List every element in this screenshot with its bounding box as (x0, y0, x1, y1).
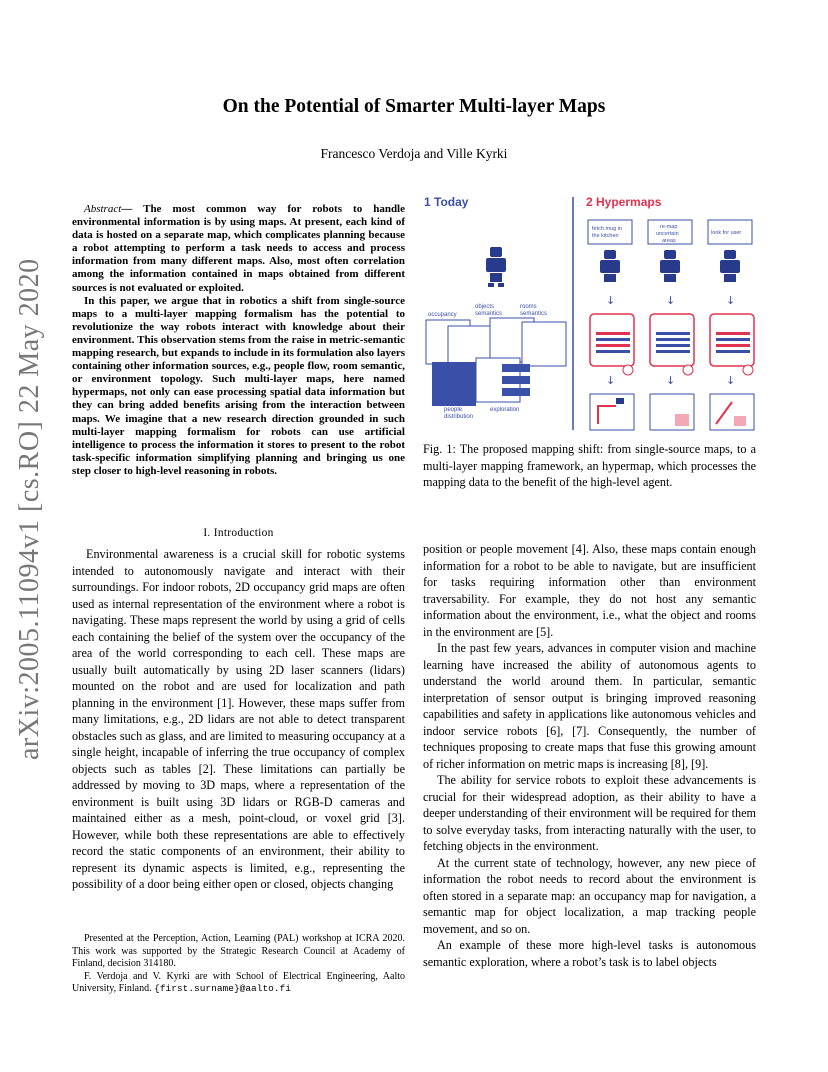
figure-caption: Fig. 1: The proposed mapping shift: from single-source maps, to a multi-layer mapping framework, an hypermap, which processes the mapping data to the benefit of the high-level agent. (423, 442, 756, 489)
robot-icon (486, 247, 506, 287)
svg-text:↓: ↓ (726, 294, 736, 307)
layer-label: objects (475, 304, 495, 310)
intro-paragraph: Environmental awareness is a crucial skill for robotic systems intended to autonomously navigate and interact with their surroundings. For indoor robots, 2D occupancy grid maps are often used as internal representation of the environment where a robot is navigating. These maps represent the world by using a grid of cells each containing the belief of the system over the occupancy of the area of the world corresponding to each cell. These maps are usually built automatically by using 2D laser scanners (lidars) mounted on the robot and are used for localization and path planning in the environment [1]. However, these maps suffer from many limitations, e.g., 2D lidars are not able to detect transparent obstacles such as glass, and are limited to measuring occupancy at a single height, incapable of inferring the true occupancy of complex objects such as tables [2]. These limitations can partially be addressed by moving to 3D maps, where a representation of the environment is built using 3D lidars or RGB-D cameras and maintained either as a mesh, point-cloud, or voxel grid [3]. However, while both these representations are able to effectively record the static components of an environment, their ability to represent its dynamic aspects is limited, e.g., representing the possibility of a door being either open or closed, objects changing (72, 547, 405, 891)
svg-text:↓: ↓ (606, 374, 616, 387)
abstract-p1: — The most common way for robots to handle environmental information is by using maps. At present, each kind of data is hosted on a separate map, which complicates planning because a robot attempting to perform a task needs to access and process information from many different maps. Also, most often correlation among the information contained in maps obtained from different sources is not evaluated or exploited. (72, 203, 405, 294)
svg-text:↓: ↓ (666, 294, 676, 307)
intro-paragraph: The ability for service robots to exploit these advancements is crucial for their widespread adoption, as their ability to have a deeper understanding of their environment will be required for them to solve everyday tasks, from interacting naturally with the user, to fetching objects in the environment. (423, 773, 756, 853)
output-maps (590, 394, 754, 430)
hypermap-stacks (590, 314, 754, 375)
abstract-p2: In this paper, we argue that in robotics a shift from single-source maps to a multi-layer mapping formalism has the potential to revolutionize the way robots interact with knowledge about their environment. This observation stems from the raise in metric-semantic mapping research, but expands to include in its formulation also layers containing other information sources, e.g., people flow, room semantic, or environment topology. Such multi-layer maps, here named hypermaps, not only can ease processing spatial data information but they can bring added benefits arising from the interaction between maps. We imagine that a new research direction grounded in such multi-layer mapping formalism for robots can use artificial intelligence to process the information it stores to present to the robot task-specific information simplifying planning and bringing us one step closer to high-level reasoning in robots. (72, 294, 405, 477)
today-layers (426, 304, 566, 420)
robot-icons (600, 250, 740, 282)
footnote (72, 933, 405, 996)
intro-paragraph: position or people movement [4]. Also, these maps contain enough information for a robot to be able to navigate, but are insufficient for tasks requiring information other than environment traversability. For example, they do not host any semantic information about the environment, i.e., what the object and rooms in the environment are [5]. (423, 542, 756, 639)
svg-text:↓: ↓ (726, 374, 736, 387)
abstract-label: Abstract (84, 203, 122, 215)
task-label: re-map (660, 224, 678, 230)
task-label: the kitchen (592, 233, 619, 239)
intro-paragraph: In the past few years, advances in computer vision and machine learning have increased the ability of autonomous agents to understand the world around them. In particular, semantic interpretation of sensor output is bringing improved reasoning capabilities and safety in applications like autonomous vehicles and indoor service robots [6], [7]. Consequently, the number of techniques proposing to create maps that fuse this growing amount of richer information on metric maps is increasing [8], [9]. (423, 641, 756, 771)
footnote-p1: Presented at the Perception, Action, Learning (PAL) workshop at ICRA 2020. This work was supported by the Strategic Research Council at Academy of Finland, decision 314180. (72, 933, 405, 970)
layer-label: semantics (475, 311, 503, 317)
authors: Francesco Verdoja and Ville Kyrki (320, 146, 508, 161)
layer-label: exploration (490, 407, 520, 413)
paper-title: On the Potential of Smarter Multi-layer Maps (222, 96, 606, 117)
abstract (72, 203, 405, 478)
layer-label: occupancy (428, 312, 457, 318)
arxiv-stamp (12, 258, 46, 770)
arxiv-id: arXiv:2005.11094v1 [cs.RO] 22 May 2020 (14, 258, 45, 760)
layer-label: people (444, 407, 463, 413)
footnote-email: {first.surname}@aalto.fi (154, 983, 291, 995)
layer-label: rooms (520, 304, 537, 310)
layer-label: semantics (520, 311, 548, 317)
task-label: look for user (711, 230, 742, 236)
section-heading: I. Introduction (203, 527, 274, 539)
svg-text:↓: ↓ (606, 294, 616, 307)
layer-label: distribution (444, 414, 474, 420)
task-label: fetch mug in (592, 226, 622, 232)
intro-column-right (423, 541, 756, 970)
task-boxes (588, 220, 752, 244)
footnote-p2: F. Verdoja and V. Kyrki are with School of Electrical Engineering, Aalto University, Finland. (72, 970, 405, 995)
today-label: 1 Today (424, 195, 469, 209)
svg-text:↓: ↓ (666, 374, 676, 387)
task-label: areas (662, 238, 676, 244)
intro-paragraph: An example of these more high-level tasks is autonomous semantic exploration, where a robot’s task is to label objects (423, 938, 756, 969)
intro-paragraph: At the current state of technology, however, any new piece of information the robot needs to record about the environment is often stored in a separate map: an occupancy map for navigation, a semantic map for object localization, a map tracking people movement, and so on. (423, 855, 756, 936)
hypermaps-label: 2 Hypermaps (586, 195, 662, 209)
task-label: uncertain (656, 231, 679, 237)
intro-column-left (72, 546, 405, 893)
figure-1 (420, 192, 760, 437)
figure-graphic (420, 192, 760, 437)
